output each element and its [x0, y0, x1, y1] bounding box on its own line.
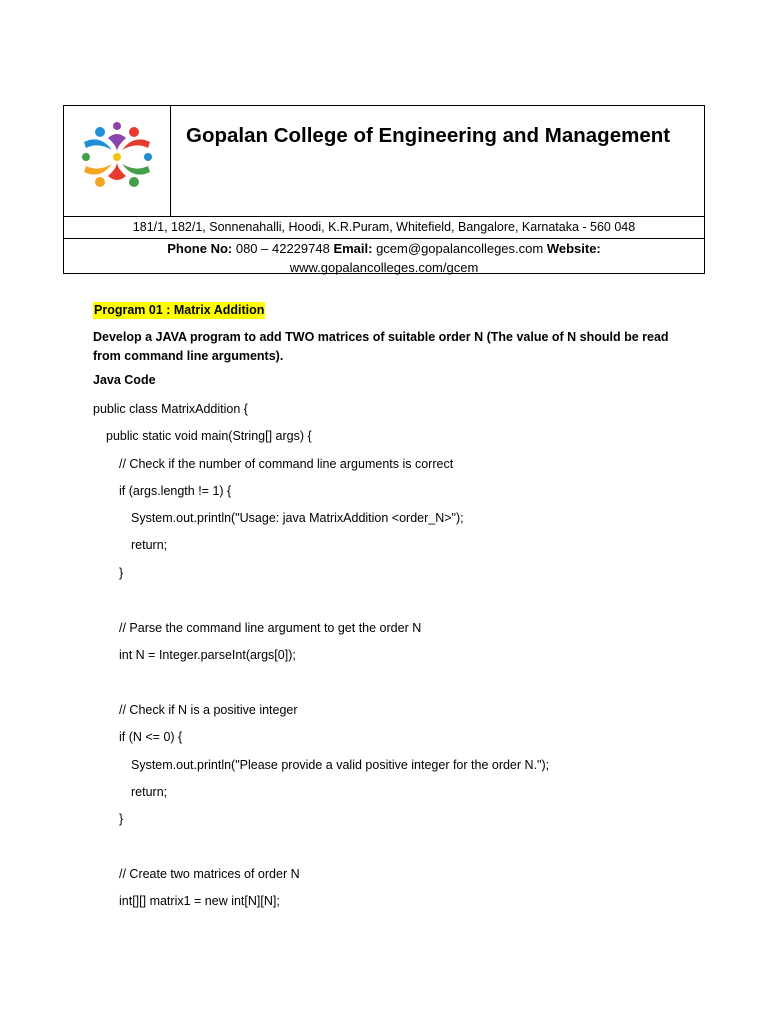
- code-line: // Parse the command line argument to get the order N: [119, 621, 422, 635]
- contact-info: [64, 239, 704, 277]
- program-title: Program 01 : Matrix Addition: [94, 303, 265, 317]
- code-line: System.out.println("Usage: java MatrixAddition <order_N>");: [131, 511, 464, 525]
- email-value: gcem@gopalancolleges.com: [372, 241, 547, 256]
- code-line: // Check if the number of command line arguments is correct: [119, 457, 454, 471]
- phone-label: Phone No:: [167, 241, 233, 256]
- code-line: if (args.length != 1) {: [119, 484, 232, 498]
- code-line: System.out.println("Please provide a valid positive integer for the order N.");: [131, 758, 550, 772]
- code-line: // Check if N is a positive integer: [119, 703, 298, 717]
- code-line: int[][] matrix1 = new int[N][N];: [119, 894, 280, 908]
- college-logo-icon: [78, 118, 156, 196]
- code-line: return;: [131, 785, 168, 799]
- website-label: Website:: [546, 241, 601, 256]
- email-label: Email:: [333, 241, 373, 256]
- college-address: 181/1, 182/1, Sonnenahalli, Hoodi, K.R.Puram, Whitefield, Bangalore, Karnataka - 560 048: [64, 216, 704, 239]
- code-line: }: [119, 566, 124, 580]
- code-line: }: [119, 812, 124, 826]
- code-line: public class MatrixAddition {: [93, 402, 248, 416]
- college-header: [63, 105, 705, 274]
- java-code-label: Java Code: [93, 373, 156, 387]
- code-line: return;: [131, 538, 168, 552]
- logo-cell: [64, 106, 171, 216]
- code-line: // Create two matrices of order N: [119, 867, 300, 881]
- website-value: www.gopalancolleges.com/gcem: [289, 260, 479, 275]
- phone-value: 080 – 42229748: [232, 241, 334, 256]
- code-line: if (N <= 0) {: [119, 730, 183, 744]
- code-line: public static void main(String[] args) {: [106, 429, 312, 443]
- college-name: Gopalan College of Engineering and Management: [186, 124, 671, 147]
- program-description: Develop a JAVA program to add TWO matrices of suitable order N (The value of N should be read from command line arguments).: [93, 330, 669, 363]
- code-line: int N = Integer.parseInt(args[0]);: [119, 648, 296, 662]
